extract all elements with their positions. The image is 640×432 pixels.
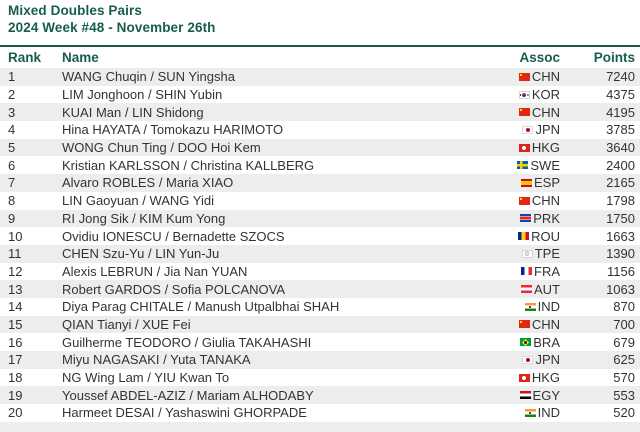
table-row [0,369,640,387]
table-row [0,174,640,192]
table-row [0,227,640,245]
table-row [0,121,640,139]
assoc-cell [450,405,560,420]
column-header-rank: Rank [8,50,42,65]
flag-icon-aut [521,285,532,293]
assoc-code: AUT [534,281,560,297]
table-row [0,192,640,210]
points-cell: 700 [613,316,635,332]
flag-icon-ind [525,409,536,417]
pair-name-cell: Harmeet DESAI / Yashaswini GHORPADE [62,405,307,421]
assoc-cell [450,211,560,226]
pair-name-cell: Diya Parag CHITALE / Manush Utpalbhai SHAH [62,299,340,315]
assoc-cell [450,335,560,350]
table-row [0,263,640,281]
table-row [0,86,640,104]
rank-cell: 17 [8,352,23,368]
flag-icon-chn [519,73,530,81]
pair-name-cell: Youssef ABDEL-AZIZ / Mariam ALHODABY [62,387,314,403]
assoc-cell [450,158,560,173]
rank-cell: 18 [8,370,23,386]
assoc-code: CHN [531,193,560,209]
points-cell: 870 [613,299,635,315]
assoc-cell [450,352,560,367]
points-cell: 679 [613,334,635,350]
rank-cell: 6 [8,157,16,173]
flag-icon-jpn [522,356,533,364]
pair-name-cell: RI Jong Sik / KIM Kum Yong [62,210,226,226]
assoc-code: TPE [534,246,560,262]
flag-icon-bra [520,338,531,346]
table-row [0,404,640,422]
rank-cell: 2 [8,87,16,103]
flag-icon-hkg [519,144,530,152]
rank-cell: 15 [8,316,23,332]
table-row [0,68,640,86]
assoc-code: FRA [534,263,560,279]
flag-icon-chn [519,108,530,116]
assoc-cell [450,105,560,120]
assoc-cell [450,264,560,279]
points-cell: 1063 [606,281,635,297]
table-row [0,351,640,369]
rank-cell: 9 [8,210,16,226]
assoc-code: IND [537,405,560,421]
assoc-code: JPN [535,122,560,138]
table-row [0,386,640,404]
pair-name-cell: CHEN Szu-Yu / LIN Yun-Ju [62,246,220,262]
pair-name-cell: WONG Chun Ting / DOO Hoi Kem [62,140,261,156]
pair-name-cell: Alvaro ROBLES / Maria XIAO [62,175,234,191]
flag-icon-esp [521,179,532,187]
pair-name-cell: Robert GARDOS / Sofia POLCANOVA [62,281,285,297]
points-cell: 1390 [606,246,635,262]
points-cell: 3785 [606,122,635,138]
column-header-assoc: Assoc [519,50,560,65]
assoc-cell [450,246,560,261]
points-cell: 625 [613,352,635,368]
points-cell: 4375 [606,87,635,103]
assoc-code: HKG [531,140,560,156]
assoc-cell [450,175,560,190]
points-cell: 570 [613,370,635,386]
assoc-cell [450,299,560,314]
table-row [0,156,640,174]
rank-cell: 12 [8,263,23,279]
assoc-code: CHN [531,104,560,120]
flag-icon-rou [518,232,529,240]
assoc-cell [450,122,560,137]
pair-name-cell: Ovidiu IONESCU / Bernadette SZOCS [62,228,285,244]
assoc-cell [450,370,560,385]
table-row [0,245,640,263]
points-cell: 4195 [606,104,635,120]
assoc-code: HKG [531,370,560,386]
assoc-code: SWE [530,157,560,173]
assoc-code: KOR [531,87,560,103]
pair-name-cell: Hina HAYATA / Tomokazu HARIMOTO [62,122,284,138]
points-cell: 553 [613,387,635,403]
rank-cell: 8 [8,193,16,209]
assoc-cell [450,229,560,244]
rank-cell: 11 [8,246,22,262]
assoc-cell [450,317,560,332]
assoc-code: IND [537,299,560,315]
flag-icon-egy [520,391,531,399]
points-cell: 2165 [606,175,635,191]
flag-icon-swe [517,161,528,169]
flag-icon-chn [519,197,530,205]
table-row [0,298,640,316]
pair-name-cell: Alexis LEBRUN / Jia Nan YUAN [62,263,248,279]
table-row [0,316,640,334]
title-category: Mixed Doubles Pairs [8,3,142,18]
pair-name-cell: LIM Jonghoon / SHIN Yubin [62,87,223,103]
table-row [0,210,640,228]
table-row [0,333,640,351]
flag-icon-chn [519,320,530,328]
assoc-code: EGY [532,387,560,403]
assoc-cell [450,193,560,208]
points-cell: 1663 [606,228,635,244]
pair-name-cell: Guilherme TEODORO / Giulia TAKAHASHI [62,334,312,350]
flag-icon-jpn [522,126,533,134]
points-cell: 1156 [607,263,635,279]
flag-icon-kor [519,91,530,99]
assoc-code: ESP [533,175,560,191]
title-week: 2024 Week #48 - November 26th [8,19,216,35]
pair-name-cell: LIN Gaoyuan / WANG Yidi [62,193,214,209]
flag-icon-hkg [519,374,530,382]
flag-icon-ind [525,303,536,311]
points-cell: 1750 [606,210,635,226]
points-cell: 520 [613,405,635,421]
rankings-table-body [0,68,640,432]
assoc-code: JPN [535,352,560,368]
rank-cell: 20 [8,405,23,421]
rank-cell: 5 [8,140,16,156]
points-cell: 7240 [606,69,635,85]
rank-cell: 4 [8,122,16,138]
assoc-cell [450,388,560,403]
flag-icon-prk [520,214,531,222]
pair-name-cell: KUAI Man / LIN Shidong [62,104,204,120]
rank-cell: 3 [8,104,16,120]
rank-cell: 16 [8,334,23,350]
assoc-cell [450,69,560,84]
pair-name-cell: Kristian KARLSSON / Christina KALLBERG [62,157,315,173]
column-header-name: Name [62,50,99,65]
rank-cell: 1 [8,69,16,85]
rank-cell: 14 [8,299,23,315]
points-cell: 2400 [606,157,635,173]
assoc-cell [450,87,560,102]
table-row [0,139,640,157]
flag-icon-fra [521,267,532,275]
assoc-code: CHN [531,316,560,332]
flag-icon-tpe [522,250,533,258]
table-header-row [0,47,640,68]
rank-cell: 10 [8,228,23,244]
assoc-code: PRK [533,210,560,226]
table-row-partial [0,422,640,432]
assoc-code: ROU [531,228,560,244]
points-cell: 1798 [606,193,635,209]
table-row [0,103,640,121]
column-header-points: Points [593,50,635,65]
rank-cell: 13 [8,281,23,297]
page-title [0,0,640,36]
table-row [0,280,640,298]
pair-name-cell: WANG Chuqin / SUN Yingsha [62,69,235,85]
rank-cell: 7 [8,175,16,191]
points-cell: 3640 [606,140,635,156]
pair-name-cell: Miyu NAGASAKI / Yuta TANAKA [62,352,251,368]
pair-name-cell: NG Wing Lam / YIU Kwan To [62,370,230,386]
assoc-cell [450,140,560,155]
assoc-code: BRA [533,334,560,350]
pair-name-cell: QIAN Tianyi / XUE Fei [62,316,191,332]
assoc-code: CHN [531,69,560,85]
assoc-cell [450,282,560,297]
rank-cell: 19 [8,387,23,403]
